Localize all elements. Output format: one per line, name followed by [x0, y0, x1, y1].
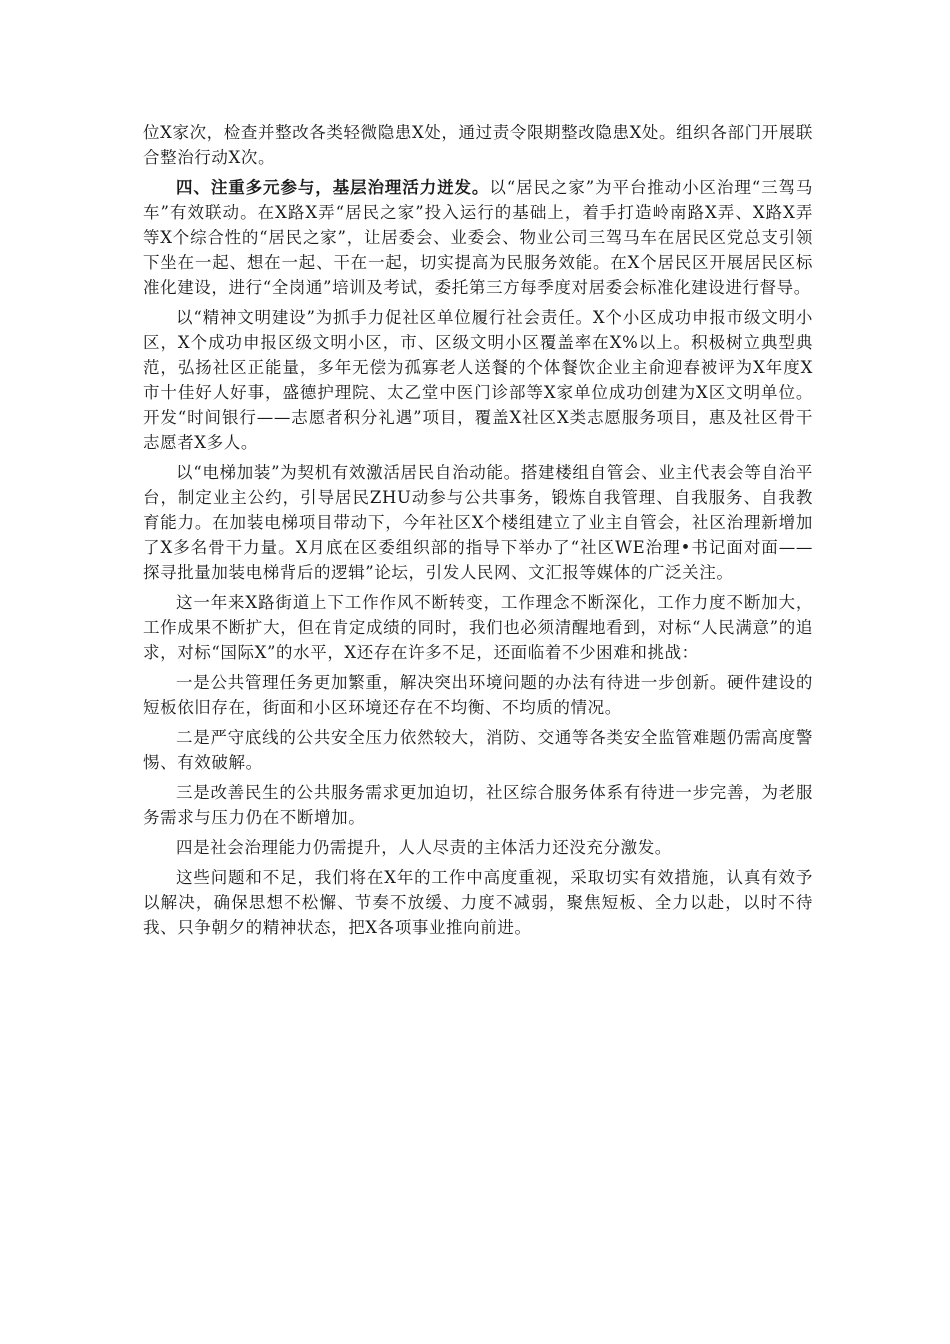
paragraph-conclusion [143, 865, 813, 940]
paragraph-text: 这些问题和不足，我们将在X年的工作中高度重视，采取切实有效措施，认真有效予以解决，确保思想不松懈、节奏不放缓、力度不减弱，聚焦短板、全力以赴，以时不待我、只争朝夕的精神状态，把X各项事业推向前进。 [143, 868, 813, 937]
paragraph-text: 以“居民之家”为平台推动小区治理“三驾马车”有效联动。在X路X弄“居民之家”投入运行的基础上，着手打造岭南路X弄、X路X弄等X个综合性的“居民之家”，让居委会、业委会、物业公司三驾马车在居民区党总支引领下坐在一起、想在一起、干在一起，切实提高为民服务效能。在X个居民区开展居民区标准化建设，进行“全岗通”培训及考试，委托第三方每季度对居委会标准化建设进行督导。 [143, 178, 813, 297]
paragraph-text: 以“电梯加装”为契机有效激活居民自治动能。搭建楼组自管会、业主代表会等自治平台，制定业主公约，引导居民ZHU动参与公共事务，锻炼自我管理、自我服务、自我教育能力。在加装电梯项目带动下，今年社区X个楼组建立了业主自管会，社区治理新增加了X多名骨干力量。X月底在区委组织部的指导下举办了“社区WE治理•书记面对面——探寻批量加装电梯背后的逻辑”论坛，引发人民网、文汇报等媒体的广泛关注。 [143, 463, 813, 582]
paragraph-text: 二是严守底线的公共安全压力依然较大，消防、交通等各类安全监管难题仍需高度警惕、有效破解。 [143, 728, 813, 772]
document-body [143, 120, 813, 945]
paragraph-issue-one [143, 670, 813, 720]
paragraph-text: 位X家次，检查并整改各类轻微隐患X处，通过责令限期整改隐患X处。组织各部门开展联合整治行动X次。 [143, 123, 813, 167]
paragraph-issue-two [143, 725, 813, 775]
paragraph-civilization [143, 305, 813, 455]
paragraph-text: 这一年来X路街道上下工作作风不断转变，工作理念不断深化，工作力度不断加大，工作成果不断扩大，但在肯定成绩的同时，我们也必须清醒地看到，对标“人民满意”的追求，对标“国际X”的水平，X还存在许多不足，还面临着不少困难和挑战： [143, 593, 813, 662]
paragraph-summary [143, 590, 813, 665]
section-heading: 四、注重多元参与，基层治理活力迸发。 [176, 178, 490, 197]
paragraph-text: 三是改善民生的公共服务需求更加迫切，社区综合服务体系有待进一步完善，为老服务需求与压力仍在不断增加。 [143, 783, 813, 827]
paragraph-section-four [143, 175, 813, 300]
paragraph-text: 四是社会治理能力仍需提升，人人尽责的主体活力还没充分激发。 [176, 838, 672, 857]
paragraph-continuation [143, 120, 813, 170]
paragraph-issue-three [143, 780, 813, 830]
paragraph-text: 一是公共管理任务更加繁重，解决突出环境问题的办法有待进一步创新。硬件建设的短板依旧存在，街面和小区环境还存在不均衡、不均质的情况。 [143, 673, 813, 717]
paragraph-elevator [143, 460, 813, 585]
paragraph-issue-four [143, 835, 813, 860]
paragraph-text: 以“精神文明建设”为抓手力促社区单位履行社会责任。X个小区成功申报市级文明小区，X个成功申报区级文明小区，市、区级文明小区覆盖率在X%以上。积极树立典型典范，弘扬社区正能量，多年无偿为孤寡老人送餐的个体餐饮企业主俞迎春被评为X年度X市十佳好人好事，盛德护理院、太乙堂中医门诊部等X家单位成功创建为X区文明单位。开发“时间银行——志愿者积分礼遇”项目，覆盖X社区X类志愿服务项目，惠及社区骨干志愿者X多人。 [143, 308, 813, 452]
